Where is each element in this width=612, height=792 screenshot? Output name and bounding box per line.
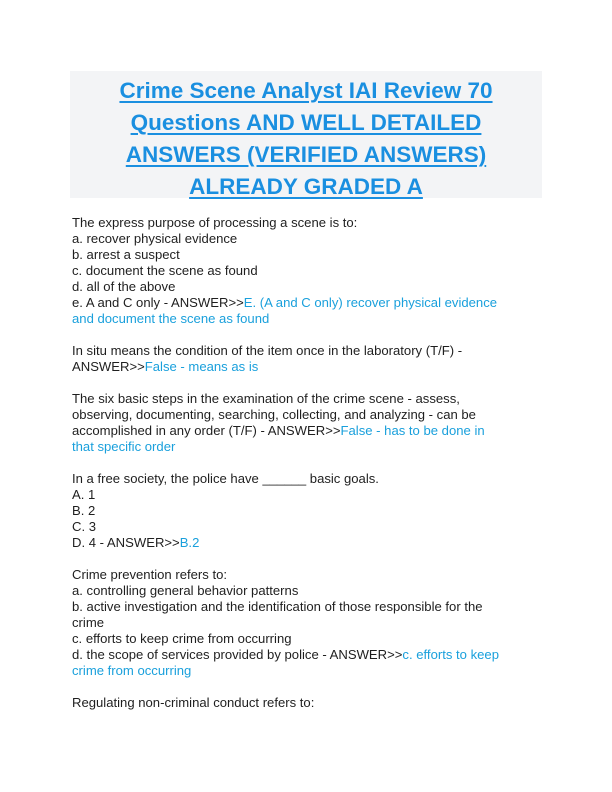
title-line: ALREADY GRADED A — [189, 174, 423, 199]
answer-text: False - means as is — [144, 359, 259, 374]
question-line: The six basic steps in the examination of the crime scene - assess, — [72, 391, 460, 406]
question-line: Crime prevention refers to: — [72, 567, 228, 582]
question-line: In a free society, the police have ______ basic goals. — [72, 471, 379, 486]
option-line: a. controlling general behavior patterns — [72, 583, 299, 598]
answer-text: c. efforts to keep — [402, 647, 499, 662]
option-line: C. 3 — [72, 519, 97, 534]
prompt-tail: d. the scope of services provided by police - ANSWER>> — [72, 647, 403, 662]
qa-content — [72, 215, 550, 727]
option-line: B. 2 — [72, 503, 96, 518]
option-line: crime — [72, 615, 105, 630]
answer-continuation: and document the scene as found — [72, 311, 270, 326]
option-line: d. all of the above — [72, 279, 176, 294]
title-line: ANSWERS (VERIFIED ANSWERS) — [125, 142, 487, 167]
option-line: a. recover physical evidence — [72, 231, 238, 246]
answer-line — [72, 359, 550, 375]
qa-block — [72, 215, 550, 327]
option-line: c. efforts to keep crime from occurring — [72, 631, 292, 646]
title-line: Questions AND WELL DETAILED — [130, 110, 482, 135]
answer-line — [72, 423, 550, 439]
answer-continuation: crime from occurring — [72, 663, 192, 678]
answer-text: B.2 — [179, 535, 200, 550]
title-banner — [70, 71, 542, 198]
question-line: observing, documenting, searching, collecting, and analyzing - can be — [72, 407, 476, 422]
title-line: Crime Scene Analyst IAI Review 70 — [119, 78, 493, 103]
answer-line — [72, 295, 550, 311]
prompt-tail: e. A and C only - ANSWER>> — [72, 295, 244, 310]
prompt-tail: accomplished in any order (T/F) - ANSWER>> — [72, 423, 341, 438]
qa-block — [72, 391, 550, 455]
qa-block — [72, 567, 550, 679]
answer-text: False - has to be done in — [340, 423, 485, 438]
answer-line — [72, 647, 550, 663]
question-line: The express purpose of processing a scene is to: — [72, 215, 358, 230]
option-line: A. 1 — [72, 487, 96, 502]
qa-block — [72, 695, 550, 711]
answer-text: E. (A and C only) recover physical evidence — [243, 295, 498, 310]
question-line: In situ means the condition of the item once in the laboratory (T/F) - — [72, 343, 463, 358]
prompt-tail: ANSWER>> — [72, 359, 145, 374]
option-line: b. arrest a suspect — [72, 247, 180, 262]
question-line: Regulating non-criminal conduct refers to: — [72, 695, 315, 710]
answer-line — [72, 535, 550, 551]
option-line: b. active investigation and the identification of those responsible for the — [72, 599, 483, 614]
qa-block — [72, 343, 550, 375]
answer-continuation: that specific order — [72, 439, 176, 454]
document-title-link[interactable] — [70, 71, 542, 203]
prompt-tail: D. 4 - ANSWER>> — [72, 535, 180, 550]
qa-block — [72, 471, 550, 551]
option-line: c. document the scene as found — [72, 263, 258, 278]
